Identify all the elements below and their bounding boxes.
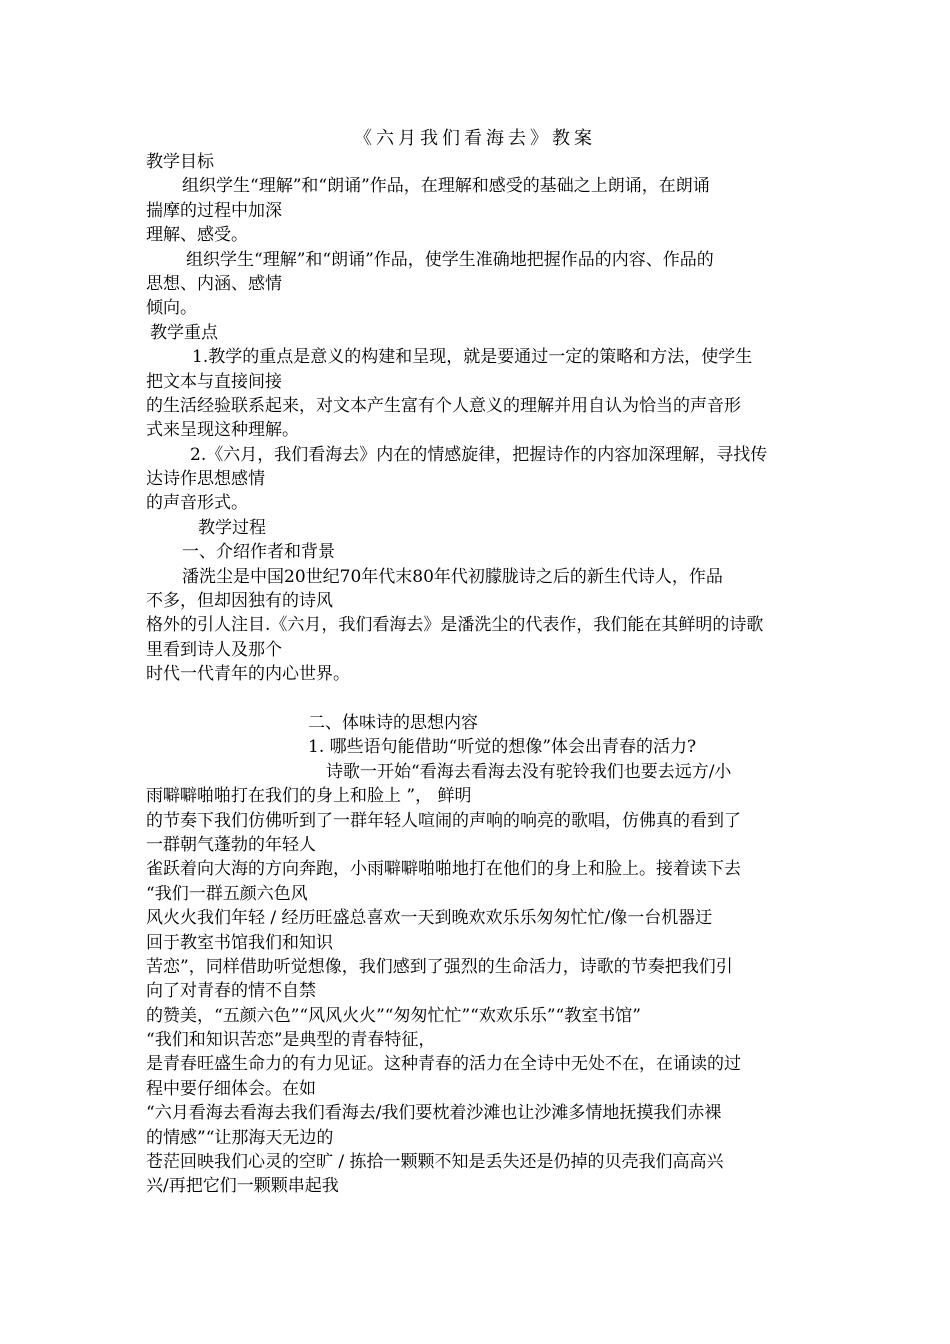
text-line: 达诗作思想感情	[146, 469, 265, 490]
text-line: 式来呈现这种理解。	[146, 420, 299, 441]
text-line: 苍茫回映我们心灵的空旷 / 拣拾一颗颗不知是丢失还是仍掉的贝壳我们高高兴	[146, 1152, 724, 1173]
text-line: 兴/再把它们一颗颗串起我	[146, 1176, 339, 1197]
text-line: 向了对青春的情不自禁	[146, 981, 316, 1002]
text-line: 1.教学的重点是意义的构建和呈现，就是要通过一定的策略和方法，使学生	[192, 347, 753, 368]
text-line: 揣摩的过程中加深	[146, 200, 282, 221]
text-line: 把文本与直接间接	[146, 371, 282, 392]
text-line: 的声音形式。	[146, 493, 248, 514]
text-line: 的节奏下我们仿佛听到了一群年轻人喧闹的声响的响亮的歌唱，仿佛真的看到了	[146, 810, 741, 831]
text-line: 倾向。	[146, 298, 197, 319]
text-line: 的赞美，“五颜六色”“风风火火”“匆匆忙忙”“欢欢乐乐”“教室书馆”	[146, 1005, 641, 1026]
text-line: 时代一代青年的内心世界。	[146, 664, 350, 685]
text-line: “我们和知识苦恋”是典型的青春特征，	[146, 1030, 436, 1051]
text-line: 1. 哪些语句能借助“听觉的想像”体会出青春的活力?	[308, 737, 697, 758]
text-line: 理解、感受。	[146, 225, 248, 246]
text-line: 雀跃着向大海的方向奔跑，小雨噼噼啪啪地打在他们的身上和脸上。接着读下去	[146, 859, 741, 880]
text-line: “六月看海去看海去我们看海去/我们要枕着沙滩也让沙滩多情地抚摸我们赤裸	[146, 1103, 722, 1124]
text-line: “我们一群五颜六色风	[146, 883, 308, 904]
text-line: 格外的引人注目.《六月，我们看海去》是潘洗尘的代表作，我们能在其鲜明的诗歌	[146, 615, 764, 636]
text-line: 二、体味诗的思想内容	[308, 712, 478, 733]
text-line: 一、介绍作者和背景	[182, 542, 335, 563]
text-line: 2.《六月，我们看海去》内在的情感旋律，把握诗作的内容加深理解，寻找传	[190, 444, 768, 465]
text-line: 的情感”“让那海天无边的	[146, 1127, 334, 1148]
text-line: 潘洗尘是中国20世纪70年代末80年代初朦胧诗之后的新生代诗人，作品	[182, 566, 723, 587]
text-line: 是青春旺盛生命力的有力见证。这种青春的活力在全诗中无处不在，在诵读的过	[146, 1054, 741, 1075]
text-line: 的生活经验联系起来，对文本产生富有个人意义的理解并用自认为恰当的声音形	[146, 395, 741, 416]
text-line: 教学过程	[198, 517, 266, 538]
text-line: 风火火我们年轻 / 经历旺盛总喜欢一天到晚欢欢乐乐匆匆忙忙/像一台机器迂	[146, 908, 713, 929]
document-body	[146, 150, 806, 1199]
text-line: 组织学生“理解”和“朗诵”作品，在理解和感受的基础之上朗诵，在朗诵	[182, 176, 710, 197]
text-line: 一群朝气蓬勃的年轻人	[146, 834, 316, 855]
text-line: 组织学生“理解”和“朗诵”作品，使学生准确地把握作品的内容、作品的	[186, 249, 714, 270]
text-line: 苦恋”，同样借助听觉想像，我们感到了强烈的生命活力，诗歌的节奏把我们引	[146, 956, 733, 977]
text-line: 教学重点	[150, 322, 218, 343]
text-line: 里看到诗人及那个	[146, 639, 282, 660]
text-line: 不多，但却因独有的诗风	[146, 591, 333, 612]
text-line: 雨噼噼啪啪打在我们的身上和脸上 ”， 鲜明	[146, 786, 472, 807]
text-line: 思想、内涵、感情	[146, 273, 282, 294]
text-line: 教学目标	[146, 152, 214, 172]
blank-line	[146, 687, 806, 711]
text-line: 回于教室书馆我们和知识	[146, 932, 333, 953]
text-line: 诗歌一开始“看海去看海去没有驼铃我们也要去远方/小	[326, 761, 732, 782]
text-line: 程中要仔细体会。在如	[146, 1078, 316, 1099]
document-title: 《六月我们看海去》教案	[354, 128, 596, 149]
